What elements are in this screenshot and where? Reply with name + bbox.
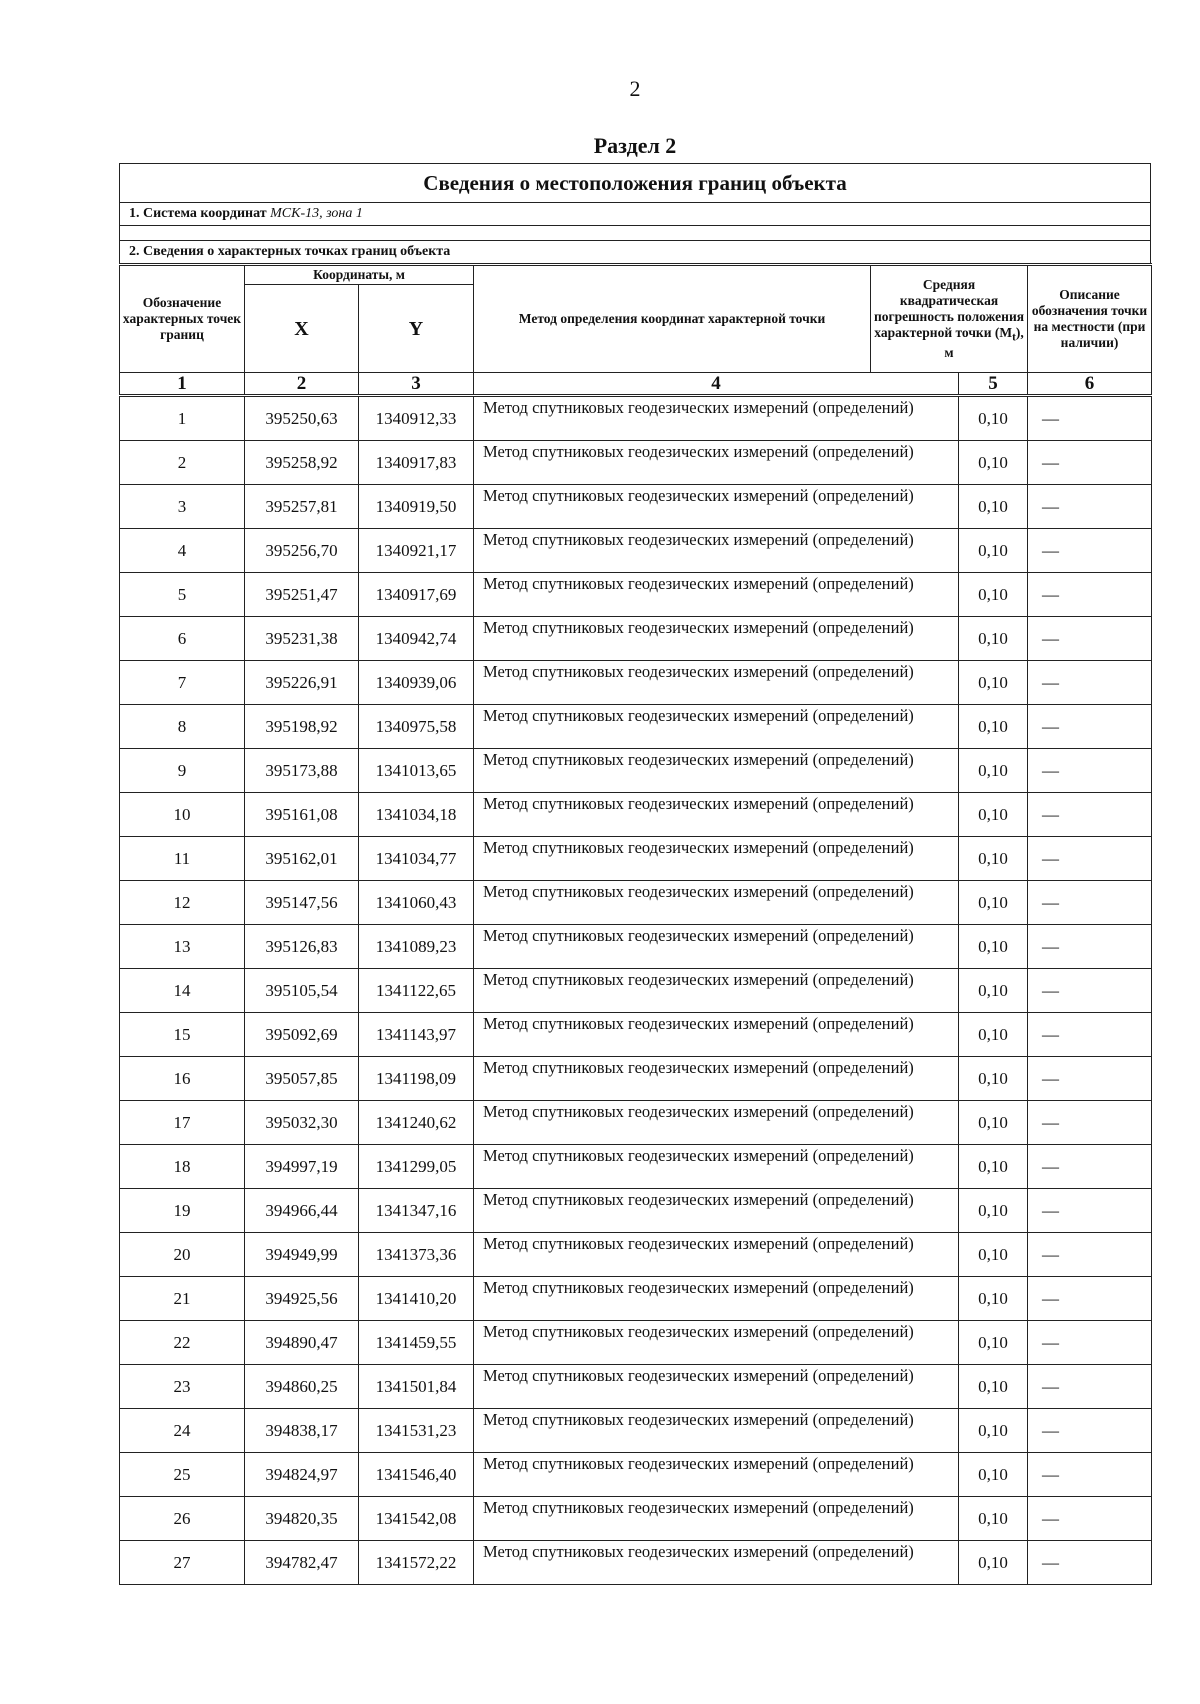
- determination-method: Метод спутниковых геодезических измерений (определений): [474, 529, 959, 573]
- table-row: [120, 485, 1152, 529]
- point-number: 4: [120, 529, 245, 573]
- y-coordinate: 1341013,65: [359, 749, 474, 793]
- table-row: [120, 837, 1152, 881]
- y-coordinate: 1341459,55: [359, 1321, 474, 1365]
- y-coordinate: 1340942,74: [359, 617, 474, 661]
- coordinate-system: [120, 203, 1150, 226]
- header-x: X: [245, 285, 359, 373]
- table-row: [120, 705, 1152, 749]
- point-description: —: [1028, 617, 1152, 661]
- spacer: [120, 226, 1150, 241]
- y-coordinate: 1340921,17: [359, 529, 474, 573]
- determination-method: Метод спутниковых геодезических измерений (определений): [474, 661, 959, 705]
- point-number: 27: [120, 1541, 245, 1585]
- column-number-row: [120, 373, 1152, 396]
- table-row: [120, 441, 1152, 485]
- determination-method: Метод спутниковых геодезических измерений (определений): [474, 485, 959, 529]
- header-method-label: Метод определения координат характерной точки: [518, 311, 826, 326]
- points-section-title: 2. Сведения о характерных точках границ объекта: [129, 244, 451, 259]
- determination-method: Метод спутниковых геодезических измерений (определений): [474, 1365, 959, 1409]
- table-row: [120, 1321, 1152, 1365]
- mean-square-error: 0,10: [959, 1541, 1028, 1585]
- determination-method: Метод спутниковых геодезических измерений (определений): [474, 1453, 959, 1497]
- y-coordinate: 1341034,77: [359, 837, 474, 881]
- point-number: 20: [120, 1233, 245, 1277]
- y-coordinate: 1341531,23: [359, 1409, 474, 1453]
- determination-method: Метод спутниковых геодезических измерений (определений): [474, 441, 959, 485]
- x-coordinate: 395162,01: [245, 837, 359, 881]
- x-coordinate: 395258,92: [245, 441, 359, 485]
- y-coordinate: 1341034,18: [359, 793, 474, 837]
- point-description: —: [1028, 1013, 1152, 1057]
- point-description: —: [1028, 1233, 1152, 1277]
- x-coordinate: 395250,63: [245, 396, 359, 441]
- x-coordinate: 395256,70: [245, 529, 359, 573]
- mean-square-error: 0,10: [959, 705, 1028, 749]
- table-row: [120, 793, 1152, 837]
- determination-method: Метод спутниковых геодезических измерений (определений): [474, 1277, 959, 1321]
- header-description: Описание обозначения точки на местности (при наличии): [1028, 265, 1152, 373]
- point-number: 8: [120, 705, 245, 749]
- table-row: [120, 573, 1152, 617]
- determination-method: Метод спутниковых геодезических измерений (определений): [474, 1145, 959, 1189]
- mean-square-error: 0,10: [959, 1365, 1028, 1409]
- header-error-sub: t: [1012, 331, 1016, 344]
- point-number: 7: [120, 661, 245, 705]
- x-coordinate: 395226,91: [245, 661, 359, 705]
- mean-square-error: 0,10: [959, 1057, 1028, 1101]
- mean-square-error: 0,10: [959, 1013, 1028, 1057]
- header-method: [474, 265, 1028, 373]
- point-number: 15: [120, 1013, 245, 1057]
- y-coordinate: 1341347,16: [359, 1189, 474, 1233]
- table-row: [120, 396, 1152, 441]
- point-description: —: [1028, 793, 1152, 837]
- table-row: [120, 1145, 1152, 1189]
- y-coordinate: 1340912,33: [359, 396, 474, 441]
- y-coordinate: 1341546,40: [359, 1453, 474, 1497]
- mean-square-error: 0,10: [959, 529, 1028, 573]
- point-number: 2: [120, 441, 245, 485]
- y-coordinate: 1340939,06: [359, 661, 474, 705]
- x-coordinate: 394890,47: [245, 1321, 359, 1365]
- point-number: 10: [120, 793, 245, 837]
- determination-method: Метод спутниковых геодезических измерений (определений): [474, 881, 959, 925]
- table-row: [120, 749, 1152, 793]
- y-coordinate: 1341060,43: [359, 881, 474, 925]
- x-coordinate: 395032,30: [245, 1101, 359, 1145]
- determination-method: Метод спутниковых геодезических измерений (определений): [474, 573, 959, 617]
- determination-method: Метод спутниковых геодезических измерений (определений): [474, 1541, 959, 1585]
- x-coordinate: 395161,08: [245, 793, 359, 837]
- point-description: —: [1028, 1409, 1152, 1453]
- document-body: [119, 163, 1151, 1585]
- table-row: [120, 617, 1152, 661]
- determination-method: Метод спутниковых геодезических измерений (определений): [474, 969, 959, 1013]
- mean-square-error: 0,10: [959, 1409, 1028, 1453]
- x-coordinate: 394838,17: [245, 1409, 359, 1453]
- point-description: —: [1028, 441, 1152, 485]
- determination-method: Метод спутниковых геодезических измерений (определений): [474, 925, 959, 969]
- point-description: —: [1028, 1101, 1152, 1145]
- determination-method: Метод спутниковых геодезических измерений (определений): [474, 1189, 959, 1233]
- point-number: 14: [120, 969, 245, 1013]
- point-number: 21: [120, 1277, 245, 1321]
- point-description: —: [1028, 1453, 1152, 1497]
- table-row: [120, 1233, 1152, 1277]
- y-coordinate: 1341542,08: [359, 1497, 474, 1541]
- point-number: 17: [120, 1101, 245, 1145]
- table-row: [120, 529, 1152, 573]
- point-description: —: [1028, 529, 1152, 573]
- point-number: 5: [120, 573, 245, 617]
- point-number: 11: [120, 837, 245, 881]
- mean-square-error: 0,10: [959, 749, 1028, 793]
- y-coordinate: 1341299,05: [359, 1145, 474, 1189]
- y-coordinate: 1340917,83: [359, 441, 474, 485]
- header-y: Y: [359, 285, 474, 373]
- y-coordinate: 1341572,22: [359, 1541, 474, 1585]
- x-coordinate: 394949,99: [245, 1233, 359, 1277]
- mean-square-error: 0,10: [959, 837, 1028, 881]
- point-description: —: [1028, 705, 1152, 749]
- y-coordinate: 1341143,97: [359, 1013, 474, 1057]
- point-number: 6: [120, 617, 245, 661]
- x-coordinate: 395105,54: [245, 969, 359, 1013]
- point-description: —: [1028, 1189, 1152, 1233]
- point-number: 12: [120, 881, 245, 925]
- table-row: [120, 969, 1152, 1013]
- determination-method: Метод спутниковых геодезических измерений (определений): [474, 705, 959, 749]
- point-number: 24: [120, 1409, 245, 1453]
- x-coordinate: 395257,81: [245, 485, 359, 529]
- point-description: —: [1028, 881, 1152, 925]
- determination-method: Метод спутниковых геодезических измерений (определений): [474, 1233, 959, 1277]
- y-coordinate: 1340975,58: [359, 705, 474, 749]
- mean-square-error: 0,10: [959, 661, 1028, 705]
- x-coordinate: 395126,83: [245, 925, 359, 969]
- x-coordinate: 395092,69: [245, 1013, 359, 1057]
- point-description: —: [1028, 969, 1152, 1013]
- point-number: 26: [120, 1497, 245, 1541]
- mean-square-error: 0,10: [959, 1101, 1028, 1145]
- mean-square-error: 0,10: [959, 1145, 1028, 1189]
- determination-method: Метод спутниковых геодезических измерений (определений): [474, 1013, 959, 1057]
- mean-square-error: 0,10: [959, 573, 1028, 617]
- point-number: 23: [120, 1365, 245, 1409]
- y-coordinate: 1341410,20: [359, 1277, 474, 1321]
- header-coordinates: Координаты, м: [245, 265, 474, 285]
- mean-square-error: 0,10: [959, 969, 1028, 1013]
- mean-square-error: 0,10: [959, 1497, 1028, 1541]
- point-description: —: [1028, 485, 1152, 529]
- coordinate-system-label: 1. Система координат: [129, 206, 267, 221]
- mean-square-error: 0,10: [959, 925, 1028, 969]
- x-coordinate: 395147,56: [245, 881, 359, 925]
- table-row: [120, 1189, 1152, 1233]
- point-number: 3: [120, 485, 245, 529]
- mean-square-error: 0,10: [959, 1453, 1028, 1497]
- y-coordinate: 1341089,23: [359, 925, 474, 969]
- table-row: [120, 881, 1152, 925]
- table-row: [120, 925, 1152, 969]
- y-coordinate: 1340917,69: [359, 573, 474, 617]
- column-number: 4: [474, 373, 959, 396]
- point-number: 16: [120, 1057, 245, 1101]
- column-number: 6: [1028, 373, 1152, 396]
- determination-method: Метод спутниковых геодезических измерений (определений): [474, 1057, 959, 1101]
- y-coordinate: 1341240,62: [359, 1101, 474, 1145]
- point-number: 22: [120, 1321, 245, 1365]
- coordinate-system-value: МСК-13, зона 1: [270, 206, 363, 221]
- mean-square-error: 0,10: [959, 1321, 1028, 1365]
- point-description: —: [1028, 1057, 1152, 1101]
- point-description: —: [1028, 1321, 1152, 1365]
- x-coordinate: 394782,47: [245, 1541, 359, 1585]
- point-number: 25: [120, 1453, 245, 1497]
- x-coordinate: 394997,19: [245, 1145, 359, 1189]
- header-error-tail: ), м: [944, 324, 1024, 361]
- point-description: —: [1028, 1541, 1152, 1585]
- table-row: [120, 661, 1152, 705]
- determination-method: Метод спутниковых геодезических измерений (определений): [474, 396, 959, 441]
- header-error: [870, 266, 1027, 372]
- mean-square-error: 0,10: [959, 1189, 1028, 1233]
- table-row: [120, 1365, 1152, 1409]
- x-coordinate: 395057,85: [245, 1057, 359, 1101]
- point-description: —: [1028, 1277, 1152, 1321]
- point-number: 9: [120, 749, 245, 793]
- table-row: [120, 1101, 1152, 1145]
- y-coordinate: 1341122,65: [359, 969, 474, 1013]
- point-description: —: [1028, 1497, 1152, 1541]
- table-row: [120, 1541, 1152, 1585]
- point-description: —: [1028, 1365, 1152, 1409]
- point-number: 13: [120, 925, 245, 969]
- determination-method: Метод спутниковых геодезических измерений (определений): [474, 749, 959, 793]
- point-description: —: [1028, 837, 1152, 881]
- mean-square-error: 0,10: [959, 485, 1028, 529]
- boundary-frame: [119, 163, 1151, 264]
- x-coordinate: 394860,25: [245, 1365, 359, 1409]
- x-coordinate: 395251,47: [245, 573, 359, 617]
- y-coordinate: 1341501,84: [359, 1365, 474, 1409]
- point-number: 18: [120, 1145, 245, 1189]
- table-row: [120, 1409, 1152, 1453]
- mean-square-error: 0,10: [959, 793, 1028, 837]
- frame-title: Сведения о местоположения границ объекта: [120, 164, 1150, 203]
- x-coordinate: 395173,88: [245, 749, 359, 793]
- determination-method: Метод спутниковых геодезических измерений (определений): [474, 1321, 959, 1365]
- section-title: Раздел 2: [593, 133, 677, 158]
- point-description: —: [1028, 573, 1152, 617]
- x-coordinate: 395198,92: [245, 705, 359, 749]
- mean-square-error: 0,10: [959, 881, 1028, 925]
- point-description: —: [1028, 396, 1152, 441]
- determination-method: Метод спутниковых геодезических измерений (определений): [474, 1497, 959, 1541]
- y-coordinate: 1341373,36: [359, 1233, 474, 1277]
- mean-square-error: 0,10: [959, 617, 1028, 661]
- table-row: [120, 1497, 1152, 1541]
- x-coordinate: 394925,56: [245, 1277, 359, 1321]
- column-number: 3: [359, 373, 474, 396]
- points-table: [119, 263, 1152, 1585]
- points-table-body: [120, 396, 1152, 1585]
- column-number: 1: [120, 373, 245, 396]
- x-coordinate: 394820,35: [245, 1497, 359, 1541]
- point-number: 19: [120, 1189, 245, 1233]
- table-row: [120, 1013, 1152, 1057]
- mean-square-error: 0,10: [959, 1233, 1028, 1277]
- determination-method: Метод спутниковых геодезических измерений (определений): [474, 793, 959, 837]
- page-number: 2: [629, 76, 641, 101]
- mean-square-error: 0,10: [959, 1277, 1028, 1321]
- table-row: [120, 1453, 1152, 1497]
- mean-square-error: 0,10: [959, 396, 1028, 441]
- mean-square-error: 0,10: [959, 441, 1028, 485]
- point-description: —: [1028, 925, 1152, 969]
- determination-method: Метод спутниковых геодезических измерений (определений): [474, 837, 959, 881]
- table-row: [120, 1277, 1152, 1321]
- point-description: —: [1028, 661, 1152, 705]
- determination-method: Метод спутниковых геодезических измерений (определений): [474, 617, 959, 661]
- determination-method: Метод спутниковых геодезических измерений (определений): [474, 1409, 959, 1453]
- header-designation: Обозначение характерных точек границ: [120, 265, 245, 373]
- x-coordinate: 394966,44: [245, 1189, 359, 1233]
- point-number: 1: [120, 396, 245, 441]
- column-number: 5: [959, 373, 1028, 396]
- x-coordinate: 394824,97: [245, 1453, 359, 1497]
- table-row: [120, 1057, 1152, 1101]
- x-coordinate: 395231,38: [245, 617, 359, 661]
- y-coordinate: 1341198,09: [359, 1057, 474, 1101]
- determination-method: Метод спутниковых геодезических измерений (определений): [474, 1101, 959, 1145]
- y-coordinate: 1340919,50: [359, 485, 474, 529]
- point-description: —: [1028, 1145, 1152, 1189]
- point-description: —: [1028, 749, 1152, 793]
- header-error-text: Средняя квадратическая погрешность положения характерной точки (M: [874, 276, 1025, 340]
- column-number: 2: [245, 373, 359, 396]
